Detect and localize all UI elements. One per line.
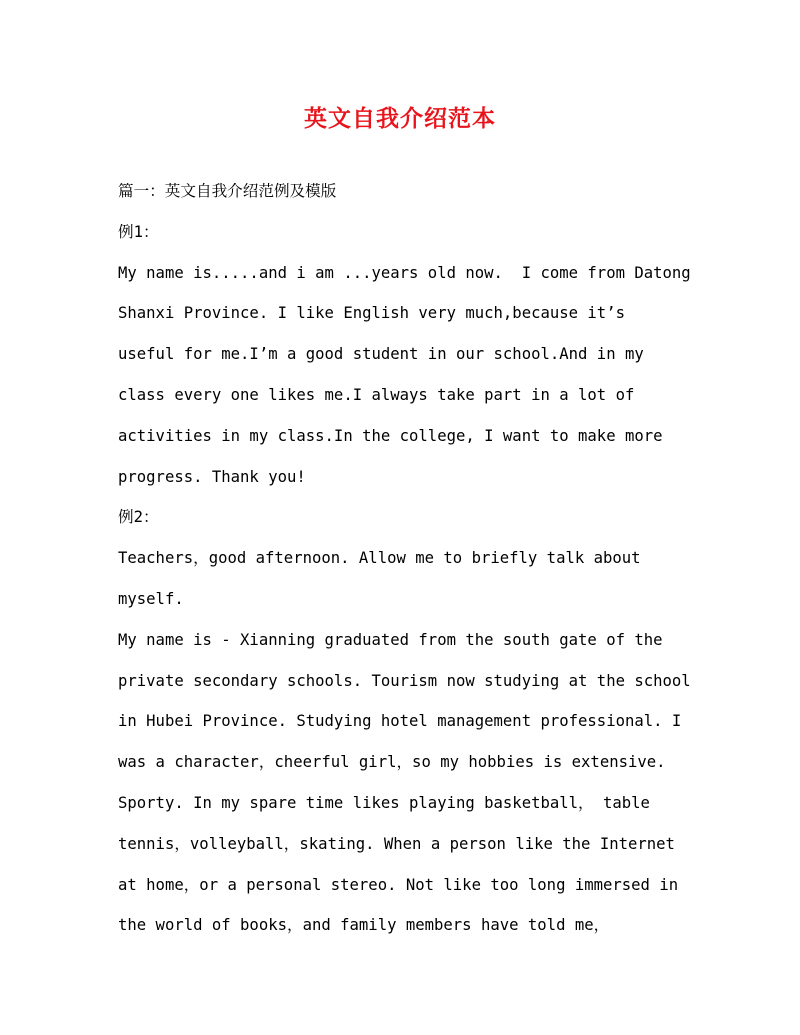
paragraph-line: the world of books，and family members have told me， bbox=[118, 916, 610, 935]
section-heading: 篇一：英文自我介绍范例及模版 bbox=[118, 182, 337, 200]
paragraph-line: My name is.....and i am ...years old now. I come from Datong bbox=[118, 263, 691, 282]
paragraph-line: Shanxi Province. I like English very much,because it’s bbox=[118, 304, 625, 323]
paragraph-line: useful for me.I’m a good student in our school.And in my bbox=[118, 345, 644, 364]
paragraph-line: Sporty. In my spare time likes playing basketball， table bbox=[118, 793, 650, 812]
paragraph-line: in Hubei Province. Studying hotel management professional. I bbox=[118, 712, 682, 731]
document-body bbox=[118, 175, 718, 950]
example-label: 例2： bbox=[118, 508, 159, 527]
paragraph-line: myself. bbox=[118, 589, 184, 608]
example-label: 例1： bbox=[118, 222, 159, 241]
paragraph-line: My name is - Xianning graduated from the south gate of the bbox=[118, 630, 663, 649]
paragraph-line: tennis，volleyball，skating. When a person like the Internet bbox=[118, 834, 675, 853]
paragraph-line: was a character，cheerful girl，so my hobbies is extensive. bbox=[118, 753, 666, 772]
paragraph-line: progress. Thank you! bbox=[118, 467, 306, 486]
paragraph-line: activities in my class.In the college, I want to make more bbox=[118, 426, 663, 445]
paragraph-line: at home，or a personal stereo. Not like too long immersed in bbox=[118, 875, 679, 894]
document-title: 英文自我介绍范本 bbox=[304, 105, 496, 132]
paragraph-line: class every one likes me.I always take part in a lot of bbox=[118, 385, 635, 404]
paragraph-line: private secondary schools. Tourism now studying at the school bbox=[118, 671, 691, 690]
paragraph-line: Teachers，good afternoon. Allow me to briefly talk about bbox=[118, 549, 641, 568]
